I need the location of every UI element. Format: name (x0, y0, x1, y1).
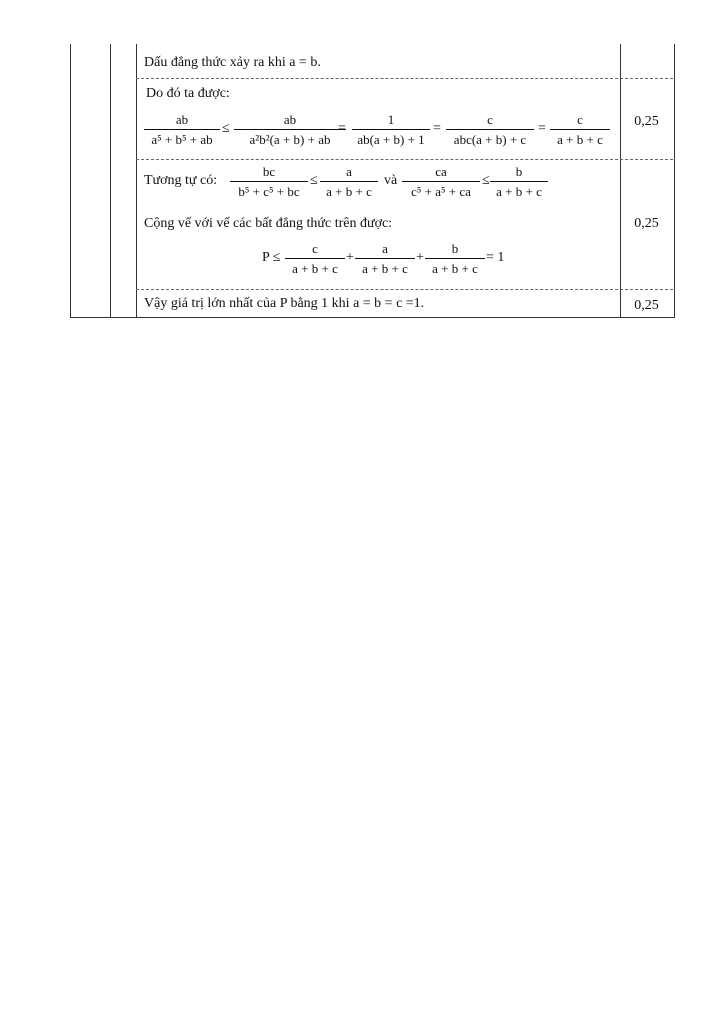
plus-sign: + (416, 250, 424, 265)
column-divider-1 (110, 44, 111, 317)
row2-intro: Do đó ta được: (146, 86, 230, 101)
score-row2: 0,25 (634, 114, 659, 129)
fraction-c-sum: $\frac{c}{a + b + c}$ (285, 241, 345, 276)
fraction-ab-over-a5b5ab: $\frac{ab}{\text{a⁵ + b⁵ + ab}}$ (144, 112, 220, 147)
row3-sum-text: Cộng vế với vế các bất đẳng thức trên được: (144, 216, 393, 231)
fraction-ab-over-a2b2: $\frac{ab}{\text{a²b²(a + b) + ab}}$ (234, 112, 346, 147)
fraction-b-sum: $\frac{b}{a + b + c}$ (425, 241, 485, 276)
fraction-c-over-abc-sum: $\frac{c}{a + b + c}$ (550, 112, 610, 147)
row-separator-2 (136, 159, 673, 160)
row-separator-1 (136, 78, 673, 79)
equals-one: = 1 (486, 250, 505, 265)
fraction-c-over-abc: c abc(a + b) + c (446, 112, 534, 147)
and-word: và (384, 173, 398, 188)
fraction-ca: $\frac{ca}{\text{c⁵ + a⁵ + ca}}$ (402, 164, 480, 199)
fraction-bc: $\frac{bc}{\text{b⁵ + c⁵ + bc}}$ (230, 164, 308, 199)
row4-conclusion: Vậy giá trị lớn nhất của P bằng 1 khi a = b = c =1. (144, 296, 425, 311)
score-row3: 0,25 (634, 216, 659, 231)
p-label: P ≤ (262, 250, 281, 265)
equals-sign: = (338, 121, 346, 136)
score-row4: 0,25 (634, 298, 659, 313)
row1-text: Dấu đẳng thức xảy ra khi a = b. (144, 55, 321, 70)
column-divider-score (620, 44, 621, 317)
fraction-a: $\frac{a}{a + b + c}$ (320, 164, 378, 199)
fraction-b: $\frac{b}{a + b + c}$ (490, 164, 548, 199)
column-divider-2 (136, 44, 137, 317)
fraction-a-sum: $\frac{a}{a + b + c}$ (355, 241, 415, 276)
fraction-1-over-ab: $\frac{1}{ab(a + b) + 1}$ (352, 112, 430, 147)
plus-sign: + (346, 250, 354, 265)
equals-sign: = (433, 121, 441, 136)
equals-sign: = (538, 121, 546, 136)
leq-sign: ≤ (310, 173, 318, 188)
leq-sign: ≤ (222, 121, 230, 136)
row-separator-3 (136, 289, 673, 290)
row3-intro: Tương tự có: (144, 173, 218, 188)
leq-sign: ≤ (482, 173, 490, 188)
